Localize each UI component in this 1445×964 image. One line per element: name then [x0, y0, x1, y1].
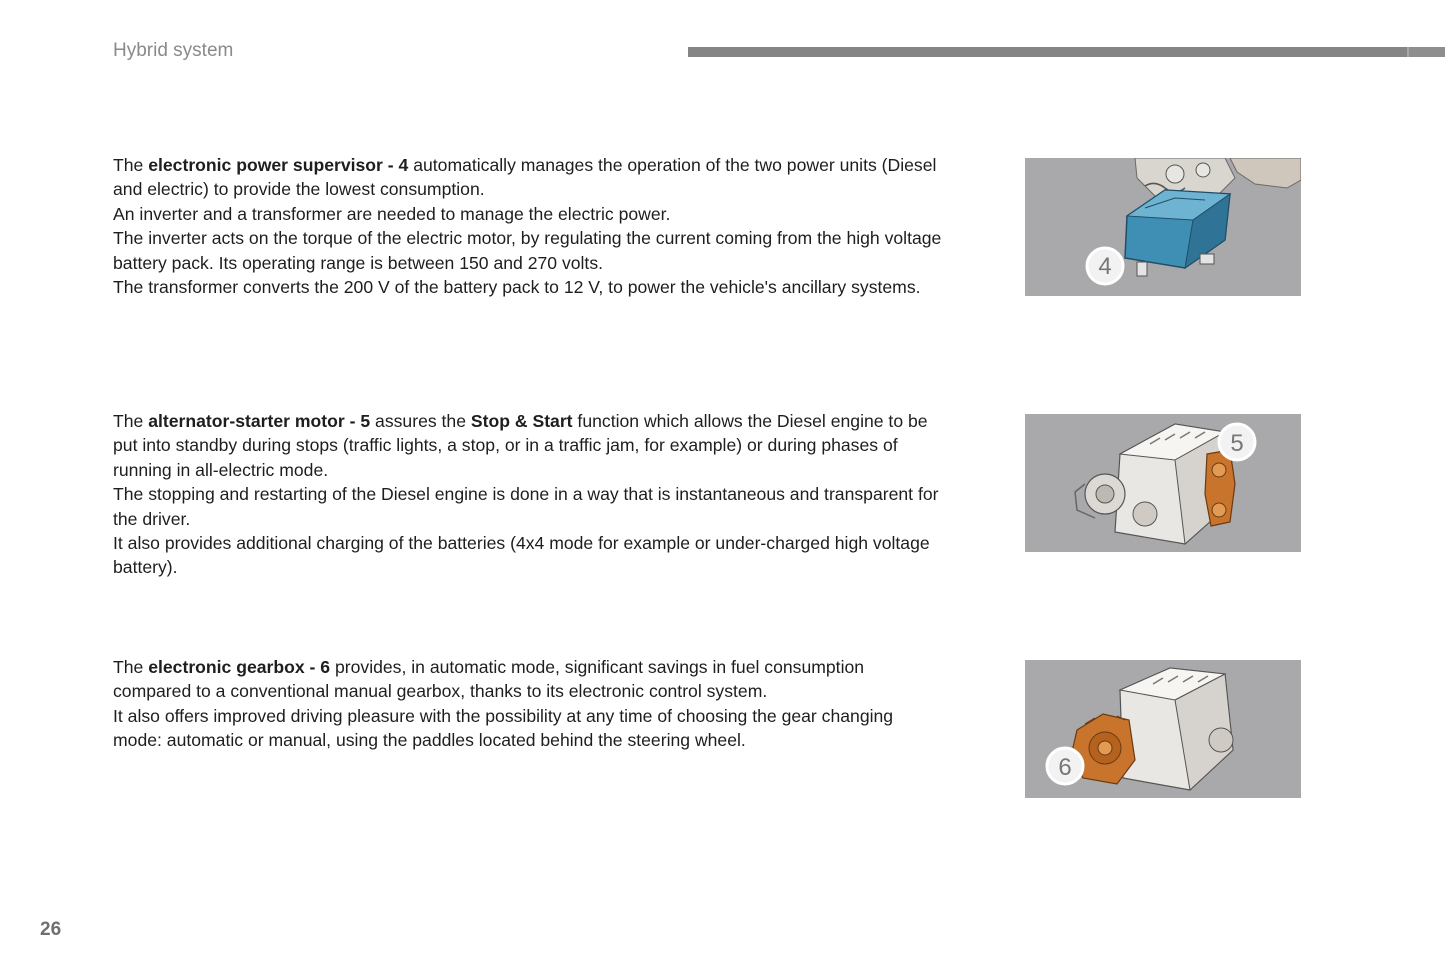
- section-title: Hybrid system: [113, 40, 234, 61]
- paragraph: The inverter acts on the torque of the electric motor, by regulating the current coming from the high voltage battery pack. Its operating range is between 150 and 270 volts.: [113, 228, 942, 273]
- text: function which allows the Diesel engine to be put into standby during stops (traffic lights, a stop, or in a traffic jam, for example) or during phases of running in all-electric mode.: [113, 411, 928, 480]
- header-rule-tab: [1407, 47, 1445, 57]
- header-rule: [688, 47, 1445, 57]
- paragraph: [113, 655, 943, 704]
- text: The: [113, 411, 149, 431]
- callout-5: 5: [1230, 430, 1244, 457]
- paragraph: The transformer converts the 200 V of the battery pack to 12 V, to power the vehicle's ancillary systems.: [113, 277, 921, 298]
- text: automatically manages the operation of the two power units (Diesel and electric) to provide the lowest consumption.: [113, 155, 937, 200]
- paragraph: [113, 409, 943, 482]
- engine-illustration-5: [1025, 414, 1301, 552]
- callout-6: 6: [1058, 754, 1072, 781]
- callout-4: 4: [1098, 253, 1112, 280]
- figure-alternator-starter: [1025, 414, 1301, 552]
- paragraph: An inverter and a transformer are needed to manage the electric power.: [113, 203, 671, 224]
- term-power-supervisor: electronic power supervisor - 4: [148, 155, 409, 175]
- paragraph: It also offers improved driving pleasure with the possibility at any time of choosing the gear changing mode: automatic or manual, using the paddles located behind the steering wheel.: [113, 705, 894, 751]
- paragraph: It also provides additional charging of the batteries (4x4 mode for example or under-charged high voltage battery).: [113, 533, 930, 578]
- power-supervisor-illustration: [1025, 158, 1301, 296]
- figure-power-supervisor: [1025, 158, 1301, 296]
- engine-illustration-6: [1025, 660, 1301, 798]
- section-power-supervisor: [113, 153, 943, 299]
- text: assures the: [370, 411, 471, 431]
- paragraph: The stopping and restarting of the Diesel engine is done in a way that is instantaneous and transparent for the driver.: [113, 484, 939, 529]
- term-electronic-gearbox: electronic gearbox - 6: [148, 657, 331, 677]
- section-electronic-gearbox: [113, 655, 943, 753]
- term-stop-start: Stop & Start: [470, 411, 573, 431]
- page-number: 26: [40, 919, 62, 940]
- section-alternator-starter: [113, 409, 943, 580]
- term-alternator-starter: alternator-starter motor - 5: [148, 411, 371, 431]
- paragraph: [113, 153, 943, 202]
- figure-electronic-gearbox: [1025, 660, 1301, 798]
- text: The: [113, 657, 149, 677]
- text: The: [113, 155, 149, 175]
- text: provides, in automatic mode, significant savings in fuel consumption compared to a conventional manual gearbox, thanks to its electronic control system.: [113, 657, 865, 702]
